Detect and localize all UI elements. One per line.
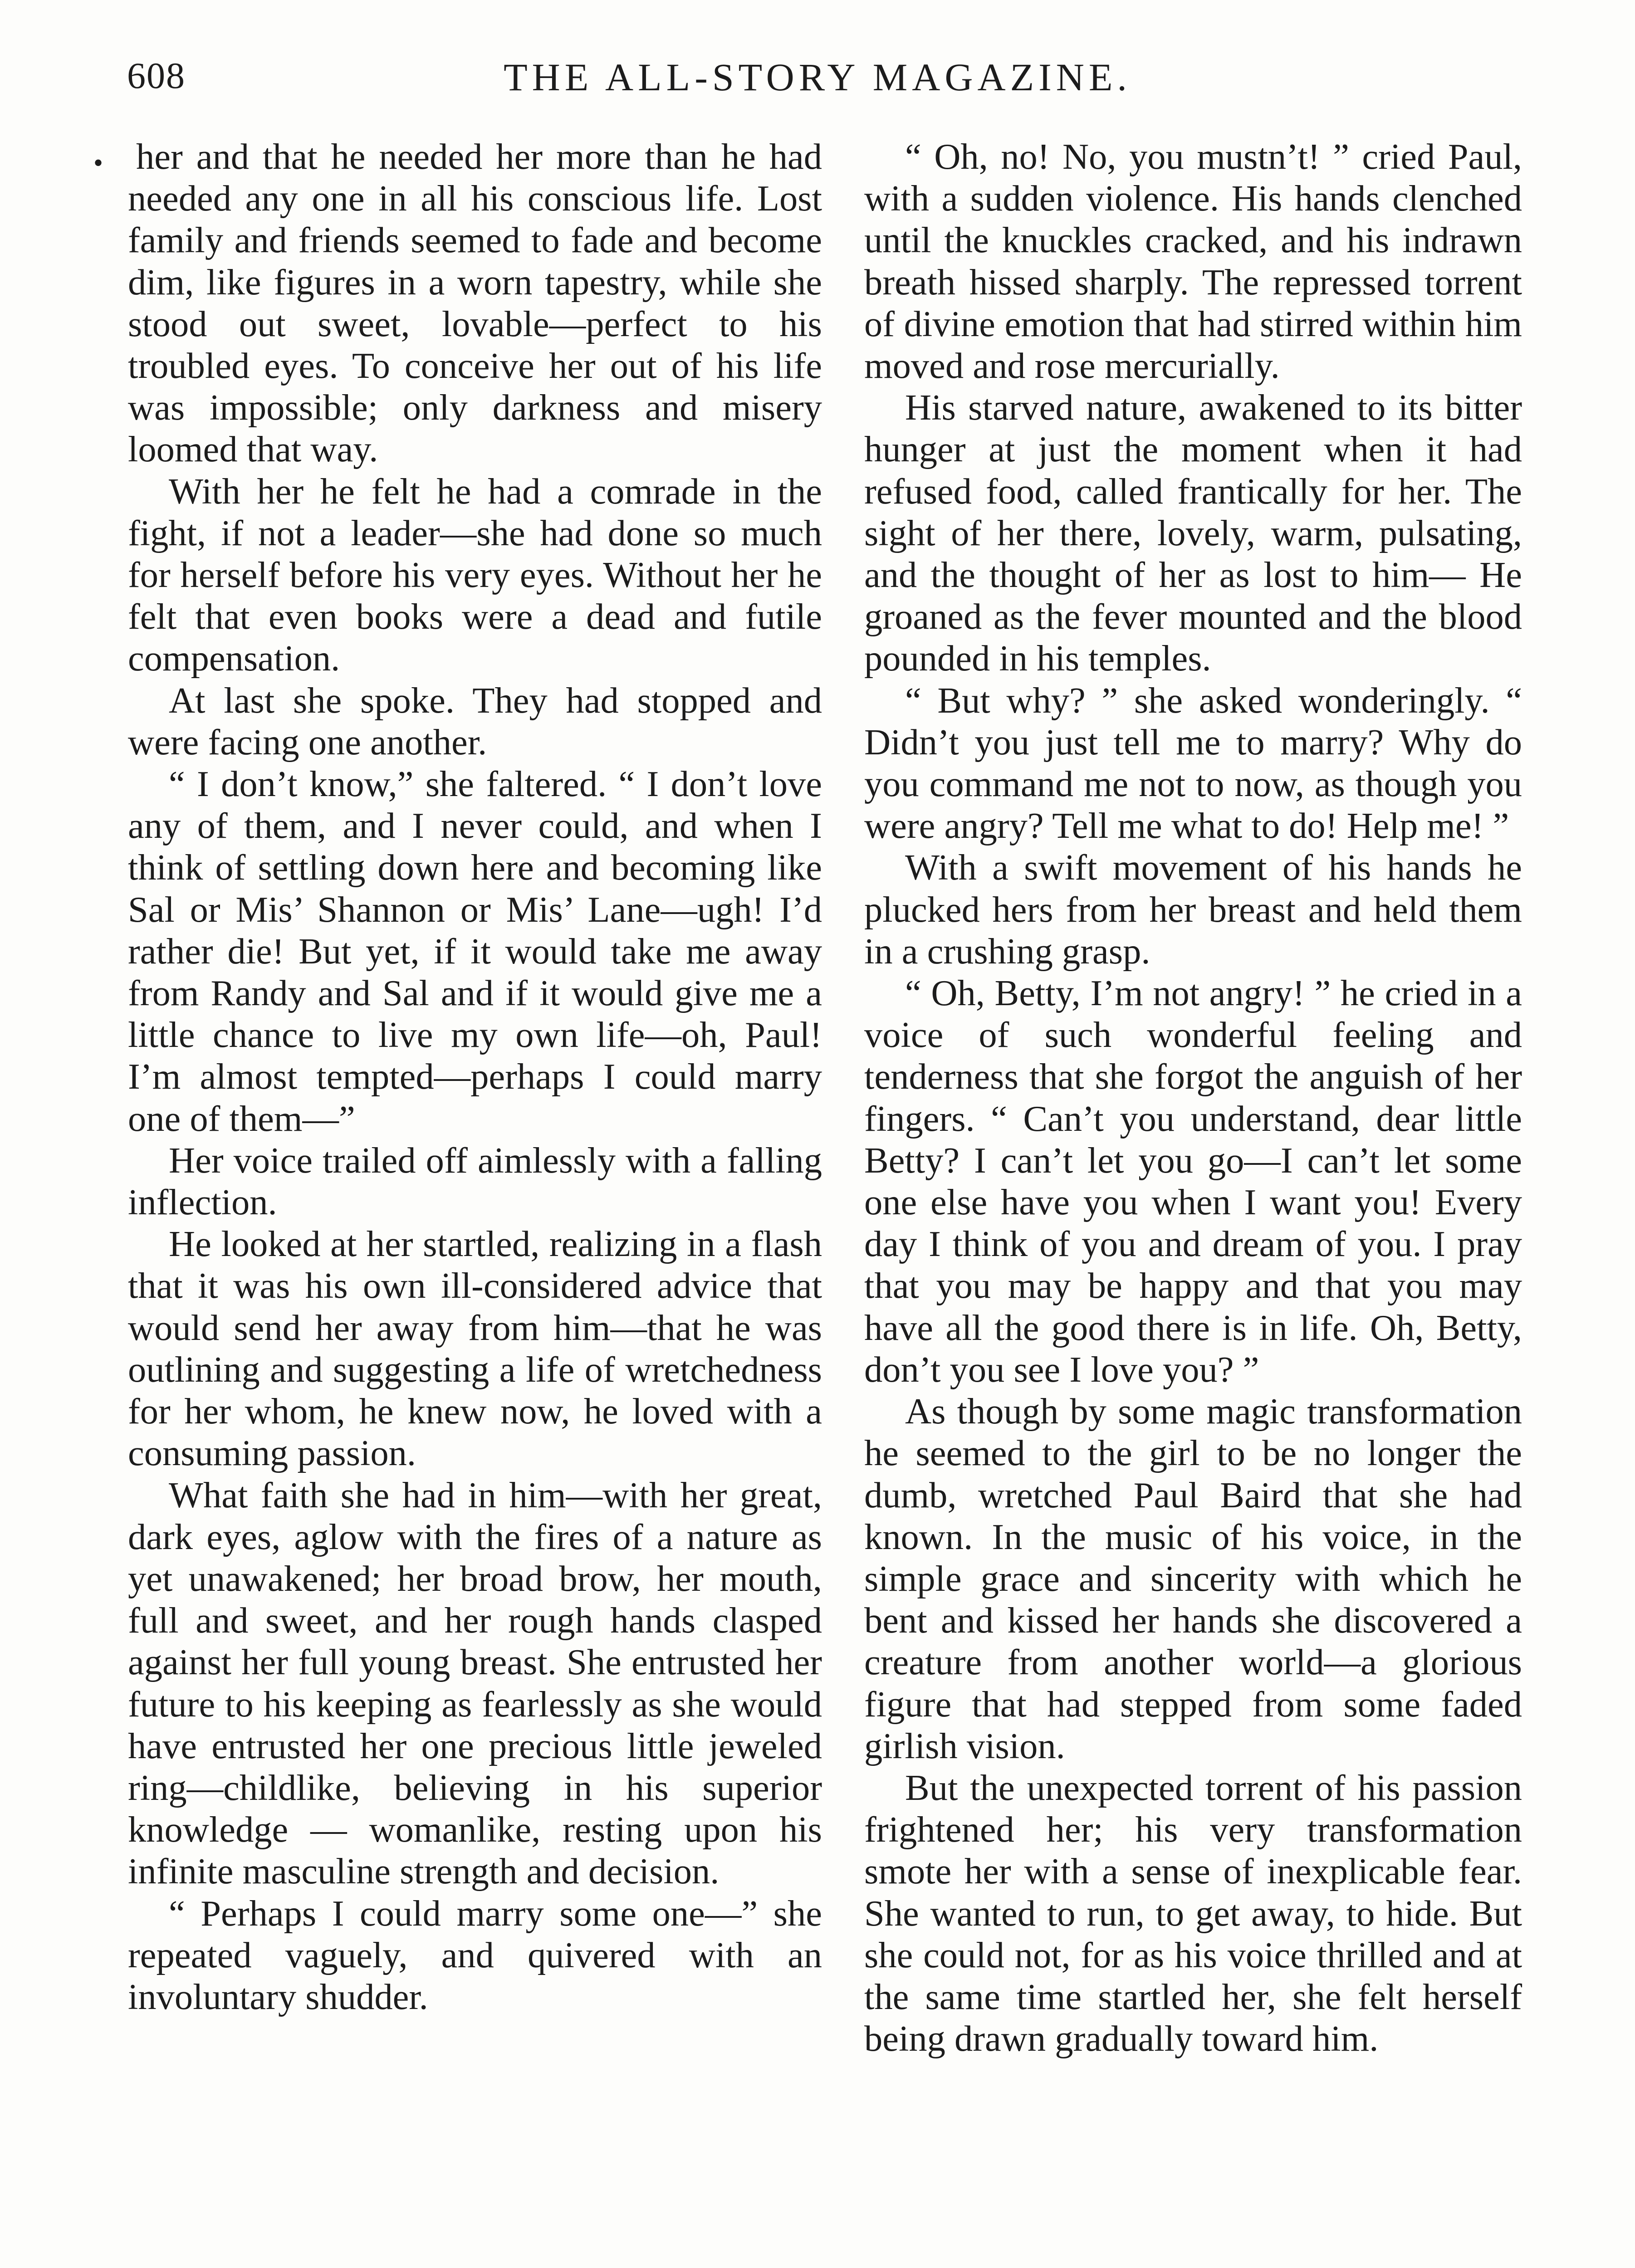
paragraph: At last she spoke. They had stopped and were facing one another. bbox=[128, 680, 822, 763]
paragraph: With a swift movement of his hands he plucked hers from her breast and held them in a crushing grasp. bbox=[864, 847, 1522, 972]
paragraph: His starved nature, awakened to its bitter hunger at just the moment when it had refused food, called frantically for her. The sight of her there, lovely, warm, pulsating, and the thought of her as lost to him— He groaned as the fever mounted and the blood pounded in his temples. bbox=[864, 387, 1522, 679]
paragraph: “ But why? ” she asked wonderingly. “ Didn’t you just tell me to marry? Why do you command me not to now, as though you were angry? Tell me what to do! Help me! ” bbox=[864, 680, 1522, 846]
paragraph: “ Oh, no! No, you mustn’t! ” cried Paul, with a sudden violence. His hands clenched until the knuckles cracked, and his indrawn breath hissed sharply. The repressed torrent of divine emotion that had stirred within him moved and rose mercurially. bbox=[864, 137, 1522, 386]
right-column bbox=[864, 136, 1522, 2060]
paragraph: “ I don’t know,” she faltered. “ I don’t love any of them, and I never could, and when I think of settling down here and becoming like Sal or Mis’ Shannon or Mis’ Lane—ugh! I’d rather die! But yet, if it would take me away from Randy and Sal and if it would give me a little chance to live my own life—oh, Paul! I’m almost tempted—perhaps I could marry one of them—” bbox=[128, 764, 822, 1139]
paragraph: He looked at her startled, realizing in a flash that it was his own ill-considered advice that would send her away from him—that he was outlining and suggesting a life of wretchedness for her whom, he knew now, he loved with a consuming passion. bbox=[128, 1224, 822, 1474]
paragraph: With her he felt he had a comrade in the fight, if not a leader—she had done so much for herself before his very eyes. Without her he felt that even books were a dead and futile compensation. bbox=[128, 471, 822, 679]
paragraph: As though by some magic transformation he seemed to the girl to be no longer the dumb, wretched Paul Baird that she had known. In the music of his voice, in the simple grace and sincerity with which he bent and kissed her hands she discovered a creature from another world—a glorious figure that had stepped from some faded girlish vision. bbox=[864, 1391, 1522, 1766]
margin-mark-icon: • bbox=[93, 148, 103, 178]
page-header bbox=[127, 45, 1508, 109]
paragraph: her and that he needed her more than he had needed any one in all his conscious life. Lost family and friends seemed to fade and become dim, like figures in a worn tapestry, while she stood out sweet, lovable—perfect to his troubled eyes. To conceive her out of his life was impossible; only darkness and misery loomed that way. bbox=[128, 137, 822, 470]
paragraph: What faith she had in him—with her great, dark eyes, aglow with the fires of a nature as yet unawakened; her broad brow, her mouth, full and sweet, and her rough hands clasped against her full young breast. She entrusted her future to his keeping as fearlessly as she would have entrusted her one precious little jeweled ring—childlike, believing in his superior knowledge — womanlike, resting upon his infinite masculine strength and decision. bbox=[128, 1475, 822, 1892]
page-number: 608 bbox=[127, 55, 186, 96]
running-head: THE ALL-STORY MAGAZINE. bbox=[504, 55, 1131, 99]
paragraph: But the unexpected torrent of his passion frightened her; his very transformation smote her with a sense of inexplicable fear. She wanted to run, to get away, to hide. But she could not, for as his voice thrilled and at the same time startled her, she felt herself being drawn gradually toward him. bbox=[864, 1767, 1522, 2059]
paragraph: “ Perhaps I could marry some one—” she repeated vaguely, and quivered with an involuntary shudder. bbox=[128, 1893, 822, 2017]
left-column bbox=[128, 136, 822, 2018]
paragraph: Her voice trailed off aimlessly with a falling inflection. bbox=[128, 1140, 822, 1223]
paragraph: “ Oh, Betty, I’m not angry! ” he cried in a voice of such wonderful feeling and tenderness that she forgot the anguish of her fingers. “ Can’t you understand, dear little Betty? I can’t let you go—I can’t let some one else have you when I want you! Every day I think of you and dream of you. I pray that you may be happy and that you may have all the good there is in life. Oh, Betty, don’t you see I love you? ” bbox=[864, 973, 1522, 1390]
